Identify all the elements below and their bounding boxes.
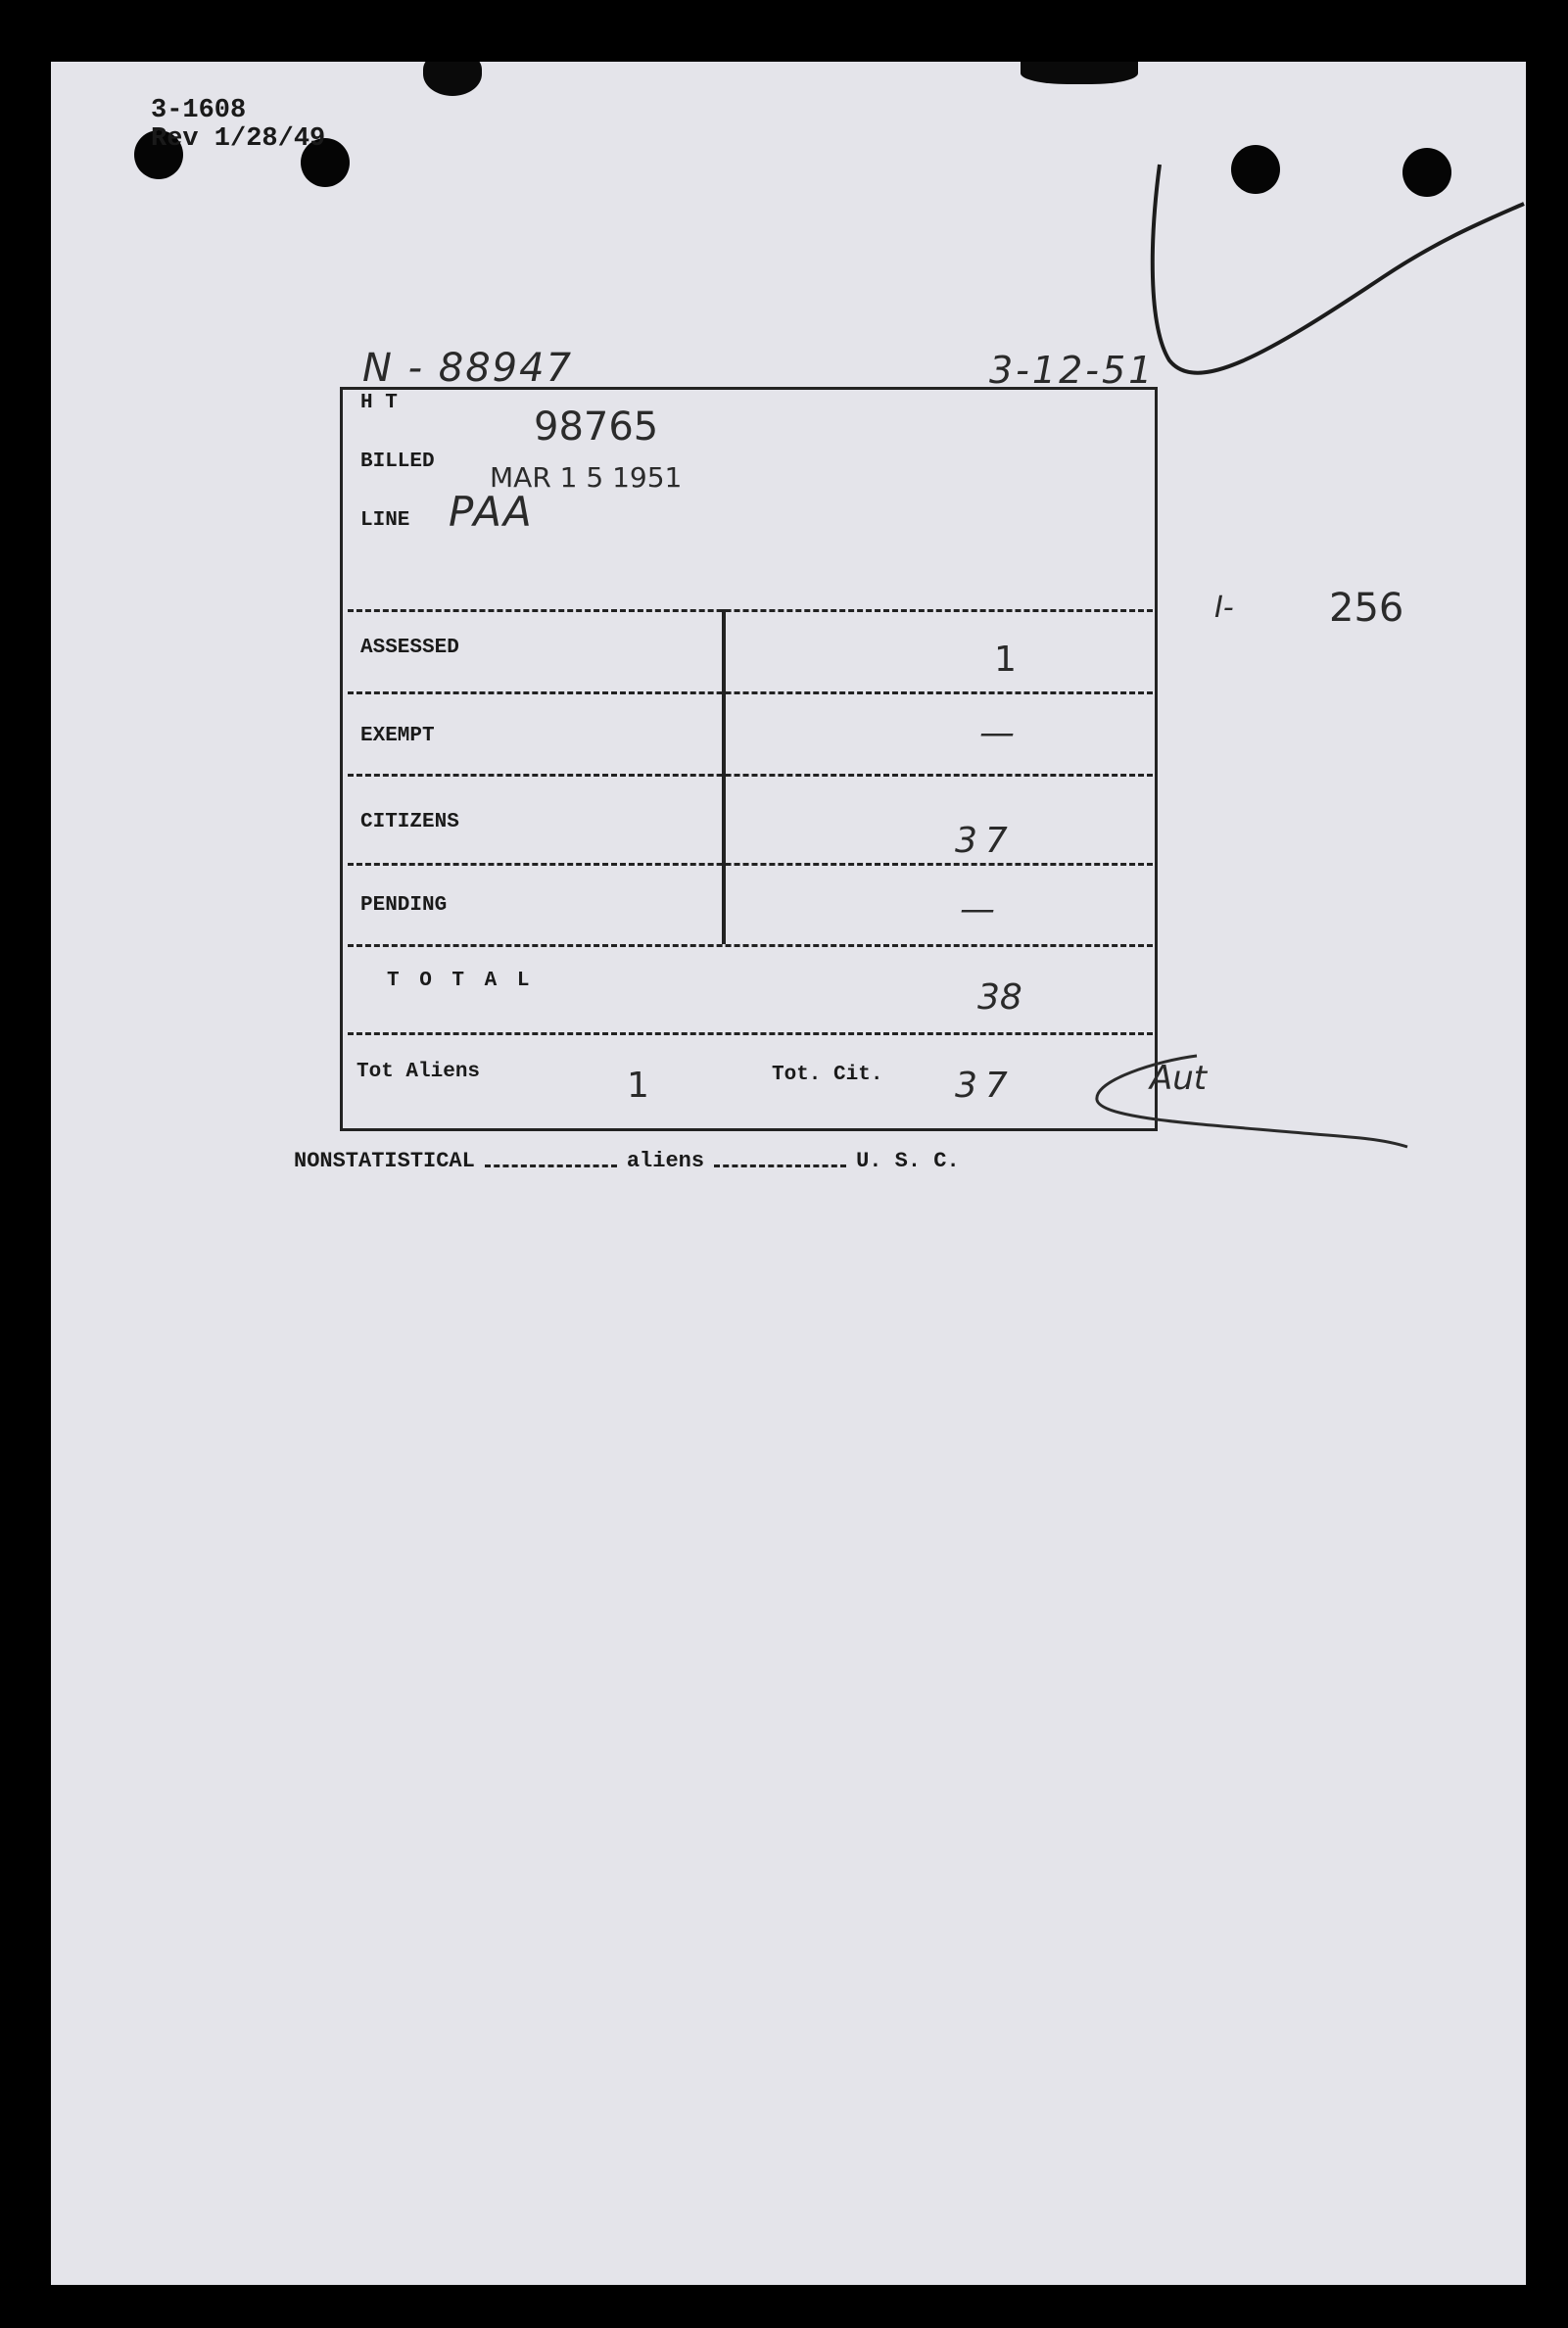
ht-label: H T (360, 392, 398, 414)
total-label: T O T A L (387, 970, 534, 992)
tot-cit-label: Tot. Cit. (772, 1064, 883, 1086)
form-revision: Rev 1/28/49 (151, 124, 326, 154)
usc-label: U. S. C. (856, 1149, 960, 1173)
nonstatistical-label: NONSTATISTICAL (294, 1149, 475, 1173)
ht-number: 98765 (534, 404, 659, 450)
nonstatistical-line (294, 1149, 960, 1173)
handwritten-date: 3-12-51 (989, 349, 1156, 392)
tot-cit-value: 37 (955, 1066, 1016, 1106)
side-number: 256 (1329, 586, 1404, 631)
row-value-exempt: — (979, 713, 1015, 753)
form-number: 3-1608 (151, 96, 247, 125)
tot-aliens-value: 1 (627, 1066, 649, 1106)
row-label-citizens: CITIZENS (360, 811, 459, 833)
row-value-citizens: 37 (955, 821, 1016, 861)
row-label-exempt: EXEMPT (360, 725, 435, 747)
line-value: PAA (449, 488, 534, 536)
total-value: 38 (977, 977, 1022, 1018)
side-mark: I- (1214, 591, 1234, 625)
paper-tear (423, 62, 482, 96)
line-label: LINE (360, 509, 410, 532)
initials: Aut (1150, 1059, 1208, 1098)
initials-scribble (1089, 1041, 1412, 1159)
billed-label: BILLED (360, 451, 435, 473)
check-mark (1148, 160, 1526, 414)
paper-tear (1021, 62, 1138, 84)
manifest-form (340, 387, 1158, 1131)
row-value-pending: — (960, 889, 995, 929)
aliens-label: aliens (626, 1149, 705, 1173)
row-label-assessed: ASSESSED (360, 637, 459, 659)
aliens-blank (714, 1164, 846, 1167)
billed-stamp: MAR 1 5 1951 (490, 461, 683, 494)
nonstatistical-blank (485, 1164, 617, 1167)
row-label-pending: PENDING (360, 894, 448, 917)
handwritten-manifest-number: N - 88947 (362, 346, 574, 391)
row-value-assessed: 1 (994, 640, 1017, 680)
tot-aliens-label: Tot Aliens (356, 1061, 481, 1083)
document-sheet (51, 62, 1526, 2285)
